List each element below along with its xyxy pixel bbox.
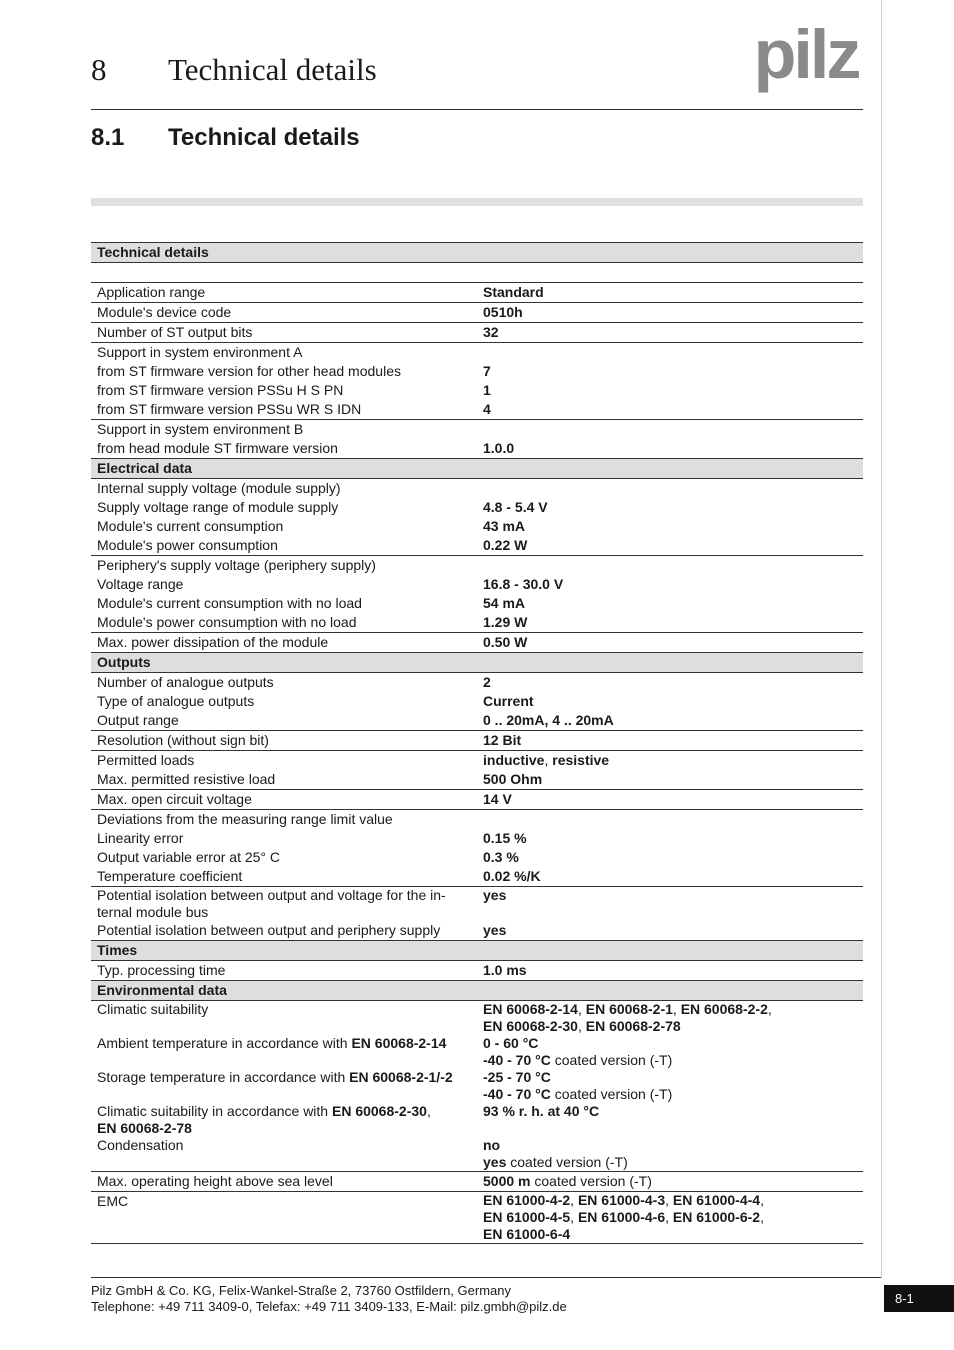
row-label: Typ. processing time [97,962,226,978]
row-label: Internal supply voltage (module supply) Supply voltage range of module supply Module's current consumption Module's power consumption [97,480,341,553]
row-value: 4.8 - 5.4 V 43 mA 0.22 W [483,499,548,553]
technical-details-table [91,242,863,1244]
row-label: Permitted loads Max. permitted resistive load [97,752,276,787]
row-value: 1.0 ms [483,962,527,978]
row-label: Support in system environment A from ST firmware version for other head modules from ST firmware version PSSu H S PN from ST firmware version PSSu WR S IDN [97,344,401,417]
table-row [91,303,863,323]
row-value: 0.15 % 0.3 % 0.02 %/K [483,830,541,884]
row-label: Number of ST output bits [97,324,253,340]
table-row [91,420,863,459]
row-value: EN 60068-2-14, EN 60068-2-1, EN 60068-2-2, EN 60068-2-30, EN 60068-2-78 0 - 60 °C -40 - 70 °C coated version (-T) -25 - 70 °C -40 - 70 °C coated version (-T) 93 % r. h. at 40 °C no yes coated version (-T) [483,1001,772,1170]
row-value: inductive, resistive 500 Ohm [483,752,610,787]
chapter-title: Technical details [168,52,377,87]
row-label: Max. open circuit voltage [97,791,252,807]
row-value: 16.8 - 30.0 V 54 mA 1.29 W [483,576,564,630]
row-label: Periphery's supply voltage (periphery supply) Voltage range Module's current consumption with no load Module's power consumption with no load [97,557,376,630]
row-value: 12 Bit [483,732,522,748]
table-row [91,790,863,810]
row-value: 5000 m coated version (-T) [483,1173,652,1189]
table-row [91,1001,863,1172]
row-label: Max. operating height above sea level [97,1173,333,1189]
table-header-label: Technical details [97,244,209,260]
chapter-number: 8 [91,52,107,87]
row-label: EMC [97,1193,129,1209]
row-label: Max. power dissipation of the module [97,634,329,650]
pilz-logo-text: pilz [753,28,859,93]
section-number: 8.1 [91,124,125,151]
table-spacer-row [91,263,863,283]
page-right-rule [881,0,882,1278]
pilz-logo [748,28,864,94]
row-value: EN 61000-4-2, EN 61000-4-3, EN 61000-4-4, EN 61000-4-5, EN 61000-4-6, EN 61000-6-2, EN 61000-6-4 [483,1192,764,1242]
table-row [91,556,863,633]
row-value: 14 V [483,791,512,807]
row-label: Application range [97,284,206,300]
row-value: 1.0.0 [483,440,515,456]
category-row-outputs [91,653,863,673]
table-row [91,479,863,556]
category-label: Times [97,942,138,958]
table-row [91,633,863,653]
footer-rule [91,1277,881,1278]
category-row-times [91,941,863,961]
table-row [91,323,863,343]
row-value: 2 Current 0 .. 20mA, 4 .. 20mA [483,674,614,728]
table-row [91,343,863,420]
category-label: Electrical data [97,460,192,476]
table-row [91,283,863,303]
row-label: Module's device code [97,304,232,320]
table-row [91,1172,863,1192]
category-label: Environmental data [97,982,227,998]
row-label: Number of analogue outputs Type of analogue outputs Output range [97,674,274,728]
table-header-row [91,242,863,263]
table-row [91,751,863,790]
row-value: 0510h [483,304,523,320]
section-title: Technical details [168,124,360,151]
row-value: Standard [483,284,544,300]
row-label: Support in system environment B from head module ST firmware version [97,421,338,456]
table-row [91,961,863,981]
table-row [91,1192,863,1244]
row-value: 7 1 4 [483,363,491,417]
row-value: yes yes [483,887,507,938]
table-row [91,887,863,941]
table-row [91,673,863,731]
section-divider-bar [91,198,863,206]
category-row-electrical [91,459,863,479]
row-label: Resolution (without sign bit) [97,732,269,748]
page-number-badge: 8-1 [884,1285,954,1312]
footer-address: Pilz GmbH & Co. KG, Felix-Wankel-Straße 2, 73760 Ostfildern, Germany [91,1283,511,1298]
row-value: 0.50 W [483,634,528,650]
row-label: Climatic suitability Ambient temperature in accordance with EN 60068-2-14 Storage temperature in accordance with EN 60068-2-1/-2 Climatic suitability in accordance with EN 60068-2-30, EN 60068-2-78 Condensation [97,1001,453,1153]
row-label: Deviations from the measuring range limit value Linearity error Output variable error at 25° C Temperature coefficient [97,811,393,884]
table-row [91,731,863,751]
row-label: Potential isolation between output and voltage for the in- ternal module bus Potential isolation between output and periphery supply [97,887,446,938]
header-rule [91,109,863,110]
table-row [91,810,863,887]
category-row-environmental [91,981,863,1001]
row-value: 32 [483,324,499,340]
category-label: Outputs [97,654,151,670]
footer-contact: Telephone: +49 711 3409-0, Telefax: +49 711 3409-133, E-Mail: pilz.gmbh@pilz.de [91,1299,567,1314]
